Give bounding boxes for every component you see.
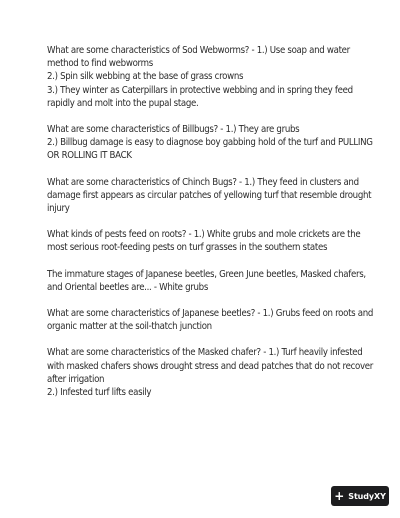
plus-icon: + (334, 489, 345, 503)
text-line: with masked chafers shows drought stress and dead patches that do not recover (47, 360, 374, 372)
qa-entry-root-pests (47, 228, 377, 254)
qa-entry-chinch-bugs (47, 176, 377, 216)
text-line: What are some characteristics of Japanese beetles? - 1.) Grubs feed on roots and (47, 308, 374, 320)
qa-entry-masked-chafer (47, 346, 377, 399)
text-line: OR ROLLING IT BACK (47, 150, 132, 162)
text-line: 2.) Spin silk webbing at the base of grass crowns (47, 71, 244, 83)
text-line: after irrigation (47, 373, 105, 385)
text-line: The immature stages of Japanese beetles, Green June beetles, Masked chafers, (47, 268, 366, 280)
studyxy-badge[interactable] (331, 486, 389, 506)
text-line: most serious root-feeding pests on turf grasses in the southern states (47, 242, 328, 254)
text-line: What are some characteristics of Sod Webworms? - 1.) Use soap and water (47, 45, 350, 56)
text-line: damage first appears as circular patches of yellowing turf that resemble drought (47, 189, 372, 201)
text-line: organic matter at the soil-thatch junction (47, 321, 212, 333)
qa-entry-sod-webworms (47, 44, 377, 110)
document-body (47, 44, 377, 412)
text-line: method to find webworms (47, 58, 153, 70)
text-line: 2.) Billbug damage is easy to diagnose boy gabbing hold of the turf and PULLING (47, 137, 373, 149)
text-line: What are some characteristics of Chinch Bugs? - 1.) They feed in clusters and (47, 176, 359, 188)
text-line: injury (47, 203, 70, 215)
text-line: rapidly and molt into the pupal stage. (47, 97, 199, 109)
qa-entry-japanese-beetles (47, 307, 377, 333)
text-line: 2.) Infested turf lifts easily (47, 387, 152, 399)
qa-entry-billbugs (47, 123, 377, 163)
text-line: What kinds of pests feed on roots? - 1.) White grubs and mole crickets are the (47, 229, 361, 241)
text-line: What are some characteristics of Billbugs? - 1.) They are grubs (47, 124, 300, 136)
text-line: What are some characteristics of the Masked chafer? - 1.) Turf heavily infested (47, 347, 363, 359)
badge-label: StudyXY (348, 491, 386, 501)
qa-entry-immature-stages (47, 268, 377, 294)
text-line: 3.) They winter as Caterpillars in protective webbing and in spring they feed (47, 84, 353, 96)
text-line: and Oriental beetles are... - White grubs (47, 281, 209, 293)
